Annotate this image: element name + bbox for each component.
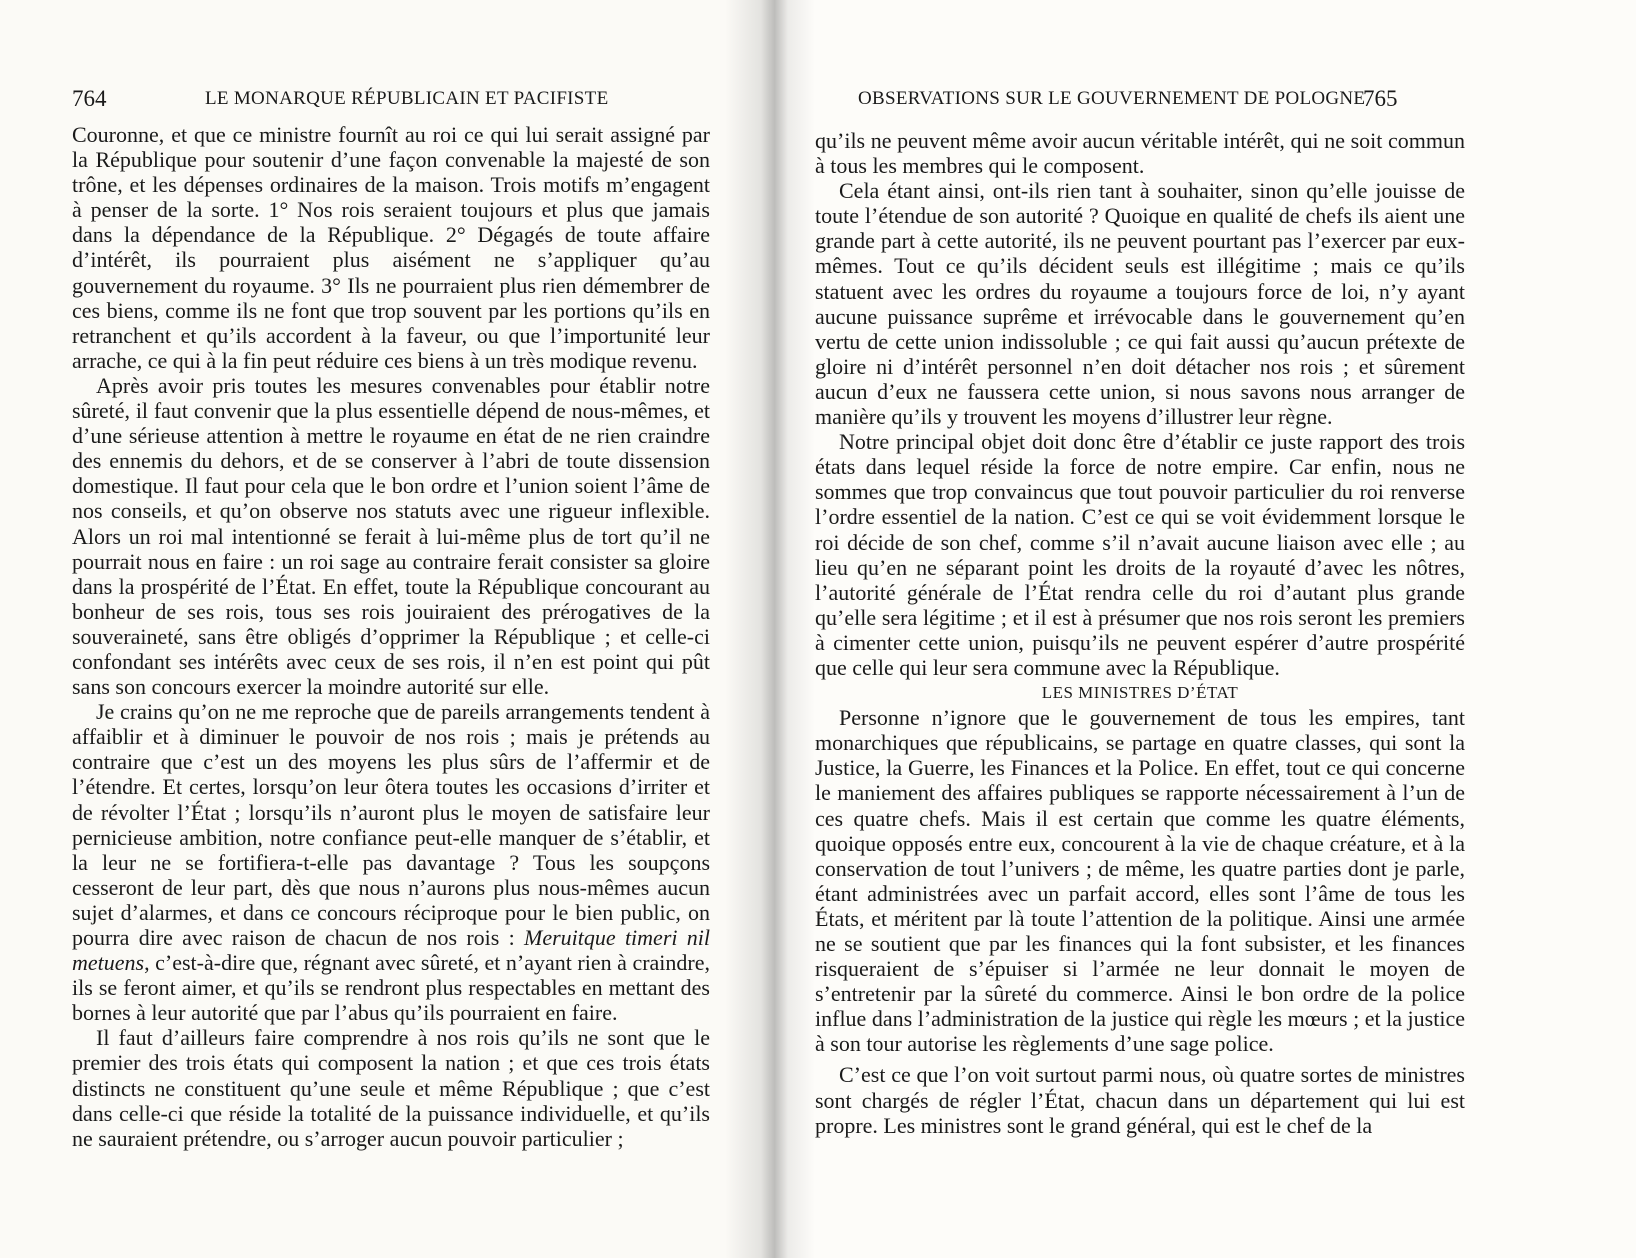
right-text-block [815, 128, 1465, 1138]
paragraph: Après avoir pris toutes les mesures convenables pour établir notre sûreté, il faut convenir que la plus essentielle dépend de nous-mêmes, et d’une sérieuse attention à mettre le royaume en état de ne rien craindre des ennemis du dehors, et de se conserver à l’abri de toute dissension domestique. Il faut pour cela que le bon ordre et l’union soient l’âme de nos conseils, et qu’on observe nos statuts avec une rigueur inflexible. Alors un roi mal intentionné se ferait à lui-même plus de tort qu’il ne pourrait nous en faire : un roi sage au contraire ferait consister sa gloire dans la prospérité de l’État. En effet, toute la République concourant au bonheur de ses rois, tous ses rois jouiraient des prérogatives de la souveraineté, sans être obligés d’opprimer la République ; et celle-ci confondant ses intérêts avec ceux de ses rois, il n’en est point qui pût sans son concours exercer la moindre autorité sur elle. [72, 372, 710, 700]
left-text-block [72, 122, 710, 1151]
section-heading: LES MINISTRES D’ÉTAT [1041, 683, 1239, 703]
paragraph: Cela étant ainsi, ont-ils rien tant à souhaiter, sinon qu’elle jouisse de toute l’étendue de son autorité ? Quoique en qualité de chefs ils aient une grande part à cette autorité, ils ne peuvent pourtant pas l’exercer par eux-mêmes. Tout ce qu’ils décident seuls est illégitime ; mais ce qu’ils statuent avec les ordres du royaume a toujours force de loi, n’y ayant aucune puissance suprême et irrévocable dans le gouvernement qu’en vertu de cette union indissoluble ; ce qui fait aussi qu’aucun prétexte de gloire ni d’intérêt personnel n’en doit détacher nos rois ; et sûrement aucun d’eux ne faussera cette union, si nous savons nous arranger de manière qu’ils y trouvent les moyens d’illustrer leur règne. [815, 178, 1465, 430]
paragraph: qu’ils ne peuvent même avoir aucun véritable intérêt, qui ne soit commun à tous les membres qui le composent. [815, 128, 1465, 179]
paragraph [72, 699, 710, 1025]
paragraph: Notre principal objet doit donc être d’établir ce juste rapport des trois états dans lequel réside la force de notre empire. Car enfin, nous ne sommes que trop convaincus que tout pouvoir particulier du roi renverse l’ordre essentiel de la nation. C’est ce qui se voit évidemment lorsque le roi décide de son chef, comme s’il n’avait aucune liaison avec elle ; au lieu qu’en ne séparant point les droits de la royauté d’avec les nôtres, l’autorité générale de l’État rendra celle du roi d’autant plus grande qu’elle sera légitime ; et il est à présumer que nos rois seront les premiers à cimenter cette union, puisqu’ils ne peuvent espérer d’autre prospérité que celle qui leur sera commune avec la République. [815, 429, 1465, 680]
paragraph: Personne n’ignore que le gouvernement de tous les empires, tant monarchiques que républicains, se partage en quatre classes, qui sont la Justice, la Guerre, les Finances et la Police. En effet, tout ce qui concerne le maniement des affaires publiques se rapporte nécessairement à l’un de ces quatre chefs. Mais il est certain que comme les quatre éléments, quoique opposés entre eux, concourent à la vie de chaque créature, et à la conservation de tout l’univers ; de même, les quatre parties dont je parle, étant administrées avec un parfait accord, elles sont l’âme de tous les États, et méritent par là toute l’attention de la politique. Ainsi une armée ne se soutient que par les finances qui la font subsister, et les finances risqueraient de s’épuiser si l’armée ne leur donnait le moyen de s’entretenir par la sûreté du commerce. Ainsi le bon ordre de la police influe dans l’administration de la justice qui règle les mœurs ; et la justice à son tour autorise les règlements d’une sage police. [815, 705, 1465, 1057]
right-running-head: OBSERVATIONS SUR LE GOUVERNEMENT DE POLOGNE [858, 88, 1366, 109]
paragraph: C’est ce que l’on voit surtout parmi nous, où quatre sortes de ministres sont chargés de régler l’État, chacun dans un département qui lui est propre. Les ministres sont le grand général, qui est le chef de la [815, 1062, 1465, 1138]
left-page-number: 764 [72, 86, 107, 111]
left-page [0, 0, 770, 1258]
right-page-number: 765 [1363, 86, 1398, 111]
latin-quote: Meruitque timeri nil metuens [72, 925, 710, 976]
paragraph: Il faut d’ailleurs faire comprendre à nos rois qu’ils ne sont que le premier des trois états qui composent la nation ; et que ces trois états distincts ne constituent qu’une seule et même République ; que c’est dans celle-ci que réside la totalité de la puissance individuelle, et qu’ils ne sauraient prétendre, ou s’arroger aucun pouvoir particulier ; [72, 1025, 710, 1151]
left-running-head: LE MONARQUE RÉPUBLICAIN ET PACIFISTE [205, 88, 609, 109]
paragraph-text: , c’est-à-dire que, régnant avec sûreté, et n’ayant rien à craindre, ils se feront aimer, et qu’ils se rendront plus respectables en mettant des bornes à leur autorité que par l’abus qu’ils pourraient en faire. [72, 950, 710, 1026]
paragraph: Couronne, et que ce ministre fournît au roi ce qui lui serait assigné par la République pour soutenir d’une façon convenable la majesté de son trône, et les dépenses ordinaires de la maison. Trois motifs m’engagent à penser de la sorte. 1° Nos rois seraient toujours et plus que jamais dans la dépendance de la République. 2° Dégagés de toute affaire d’intérêt, ils pourraient plus aisément ne s’appliquer qu’au gouvernement du royaume. 3° Ils ne pourraient plus rien démembrer de ces biens, comme ils ne font que trop souvent par les portions qu’ils en retranchent et qu’ils accordent à la faveur, ou que l’importunité leur arrache, ce qui à la fin peut réduire ces biens à un très modique revenu. [72, 122, 710, 373]
paragraph-text: Je crains qu’on ne me reproche que de pareils arrangements tendent à affaiblir et à diminuer le pouvoir de nos rois ; mais je prétends au contraire que c’est un des moyens les plus sûrs de l’affermir et de l’étendre. Et certes, lorsqu’on leur ôtera toutes les occasions d’irriter et de révolter l’État ; lorsqu’ils n’auront plus le moyen de satisfaire leur pernicieuse ambition, notre confiance peut-elle manquer de s’établir, et la leur ne se fortifiera-t-elle pas davantage ? Tous les soupçons cesseront de leur part, dès que nous n’aurons plus nous-mêmes aucun sujet d’alarmes, et dans ce concours réciproque pour le bien public, on pourra dire avec raison de chacun de nos rois : [72, 699, 710, 950]
